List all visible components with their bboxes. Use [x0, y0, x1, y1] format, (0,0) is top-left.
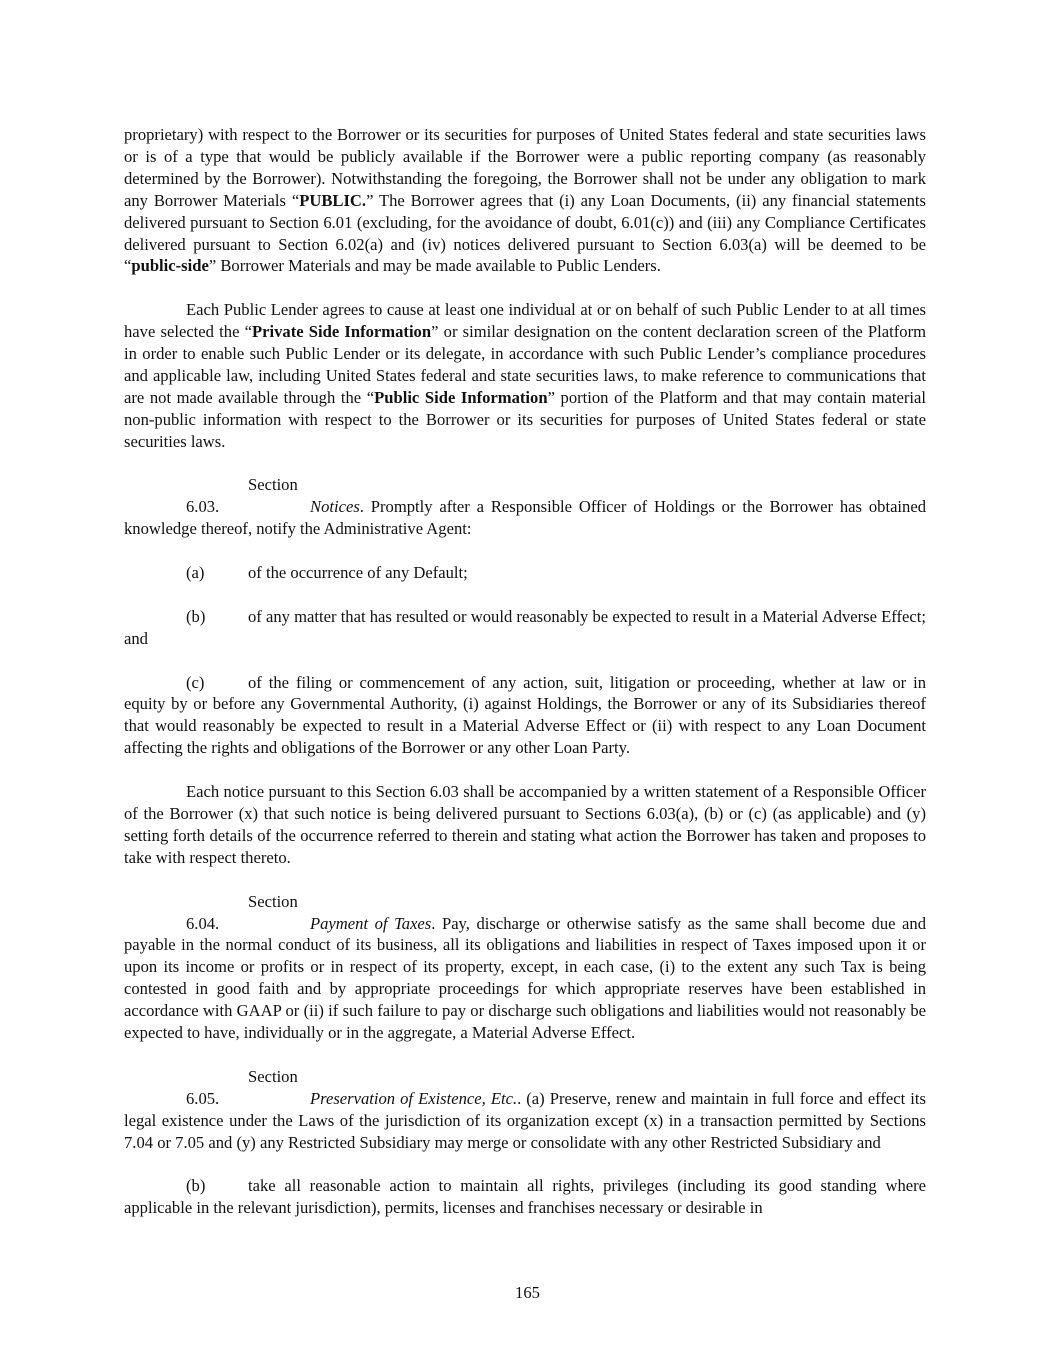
section-6-03-heading-paragraph [124, 474, 926, 540]
section-title: Notices [310, 497, 360, 517]
page-number: 165 [515, 1283, 540, 1302]
section-number: Section 6.03. [186, 475, 298, 517]
item-label: (b) [186, 606, 206, 626]
text-run: ” Borrower Materials and may be made available to Public Lenders. [208, 256, 661, 276]
item-label: (a) [186, 563, 205, 583]
item-text: of any matter that has resulted or would reasonably be expected to result in a Material Adverse Effect; and [124, 606, 926, 648]
section-text: . Pay, discharge or otherwise satisfy as the same shall become due and payable in the normal conduct of its business, all its obligations and liabilities in respect of Taxes imposed upon it or upon its income or profits or in respect of its property, except, in each case, (i) to the extent any such Tax is being contested in good faith and by appropriate proceedings for which appropriate reserves have been established in accordance with GAAP or (ii) if such failure to pay or discharge such obligations and liabilities would not reasonably be expected to have, individually or in the aggregate, a Material Adverse Effect. [124, 913, 926, 1043]
list-item-b [124, 606, 926, 650]
list-item-a [124, 562, 926, 584]
item-text: of the occurrence of any Default; [248, 563, 468, 583]
text-run: ” or similar designation on the content declaration screen of the Platform in order to enable such Public Lender or its delegate, in accordance with such Public Lender’s compliance procedures and applicable law, including United States federal and state securities laws, to make reference to communications that are not made available through the “ [124, 322, 927, 407]
section-text: . (a) Preserve, renew and maintain in full force and effect its legal existence under the Laws of the jurisdiction of its organization except (x) in a transaction permitted by Sections 7.04 or 7.05 and (y) any Restricted Subsidiary may merge or consolidate with any other Restricted Subsidiary and [124, 1088, 926, 1152]
document-page [124, 124, 926, 1241]
section-title: Preservation of Existence, Etc. [310, 1088, 518, 1108]
text-run: ” portion of the Platform and that may contain material non-public information with respect to the Borrower or its securities for purposes of United States federal or state securities laws. [124, 387, 926, 451]
item-text: of the filing or commencement of any action, suit, litigation or proceeding, whether at law or in equity by or before any Governmental Authority, (i) against Holdings, the Borrower or any of its Subsidiaries thereof that would reasonably be expected to result in a Material Adverse Effect or (ii) with respect to any Loan Document affecting the rights and obligations of the Borrower or any other Loan Party. [124, 672, 926, 758]
list-item-6-05-b [124, 1175, 926, 1219]
item-text: take all reasonable action to maintain all rights, privileges (including its good standing where applicable in the relevant jurisdiction), permits, licenses and franchises necessary or desirable in [124, 1176, 926, 1218]
list-item-c [124, 672, 926, 760]
section-title: Payment of Taxes [310, 913, 432, 933]
paragraph-notice-statement: Each notice pursuant to this Section 6.03 shall be accompanied by a written statement of a Responsible Officer of the Borrower (x) that such notice is being delivered pursuant to Sections 6.03(a), (b) or (c) (as applicable) and (y) setting forth details of the occurrence referred to therein and stating what action the Borrower has taken and proposes to take with respect thereto. [124, 782, 926, 867]
text-run: Each Public Lender agrees to cause at least one individual at or on behalf of such Public Lender to at all times have selected the “ [124, 300, 926, 342]
section-6-04-paragraph [124, 891, 926, 1044]
item-label: (c) [186, 672, 205, 692]
text-run: ” The Borrower agrees that (i) any Loan Documents, (ii) any financial statements delivered pursuant to Section 6.01 (excluding, for the avoidance of doubt, 6.01(c)) and (iii) any Compliance Certificates delivered pursuant to Section 6.02(a) and (iv) notices delivered pursuant to Section 6.03(a) will be deemed to be “ [124, 190, 926, 276]
bold-term-public: PUBLIC. [299, 190, 367, 210]
section-6-05-paragraph [124, 1066, 926, 1154]
item-label: (b) [186, 1176, 206, 1196]
bold-term-private-side-information: Private Side Information [252, 322, 432, 342]
section-number: Section 6.04. [186, 891, 298, 933]
section-number: Section 6.05. [186, 1066, 298, 1108]
text-run: proprietary) with respect to the Borrower or its securities for purposes of United States federal and state securities laws or is of a type that would be publicly available if the Borrower were a public reporting company (as reasonably determined by the Borrower). Notwithstanding the foregoing, the Borrower shall not be under any obligation to mark any Borrower Materials “ [124, 125, 926, 210]
paragraph-borrower-materials [124, 124, 926, 277]
section-text: . Promptly after a Responsible Officer of Holdings or the Borrower has obtained knowledge thereof, notify the Administrative Agent: [124, 497, 926, 539]
bold-term-public-side: public-side [131, 256, 209, 276]
paragraph-public-lender [124, 299, 926, 452]
bold-term-public-side-information: Public Side Information [374, 387, 548, 407]
